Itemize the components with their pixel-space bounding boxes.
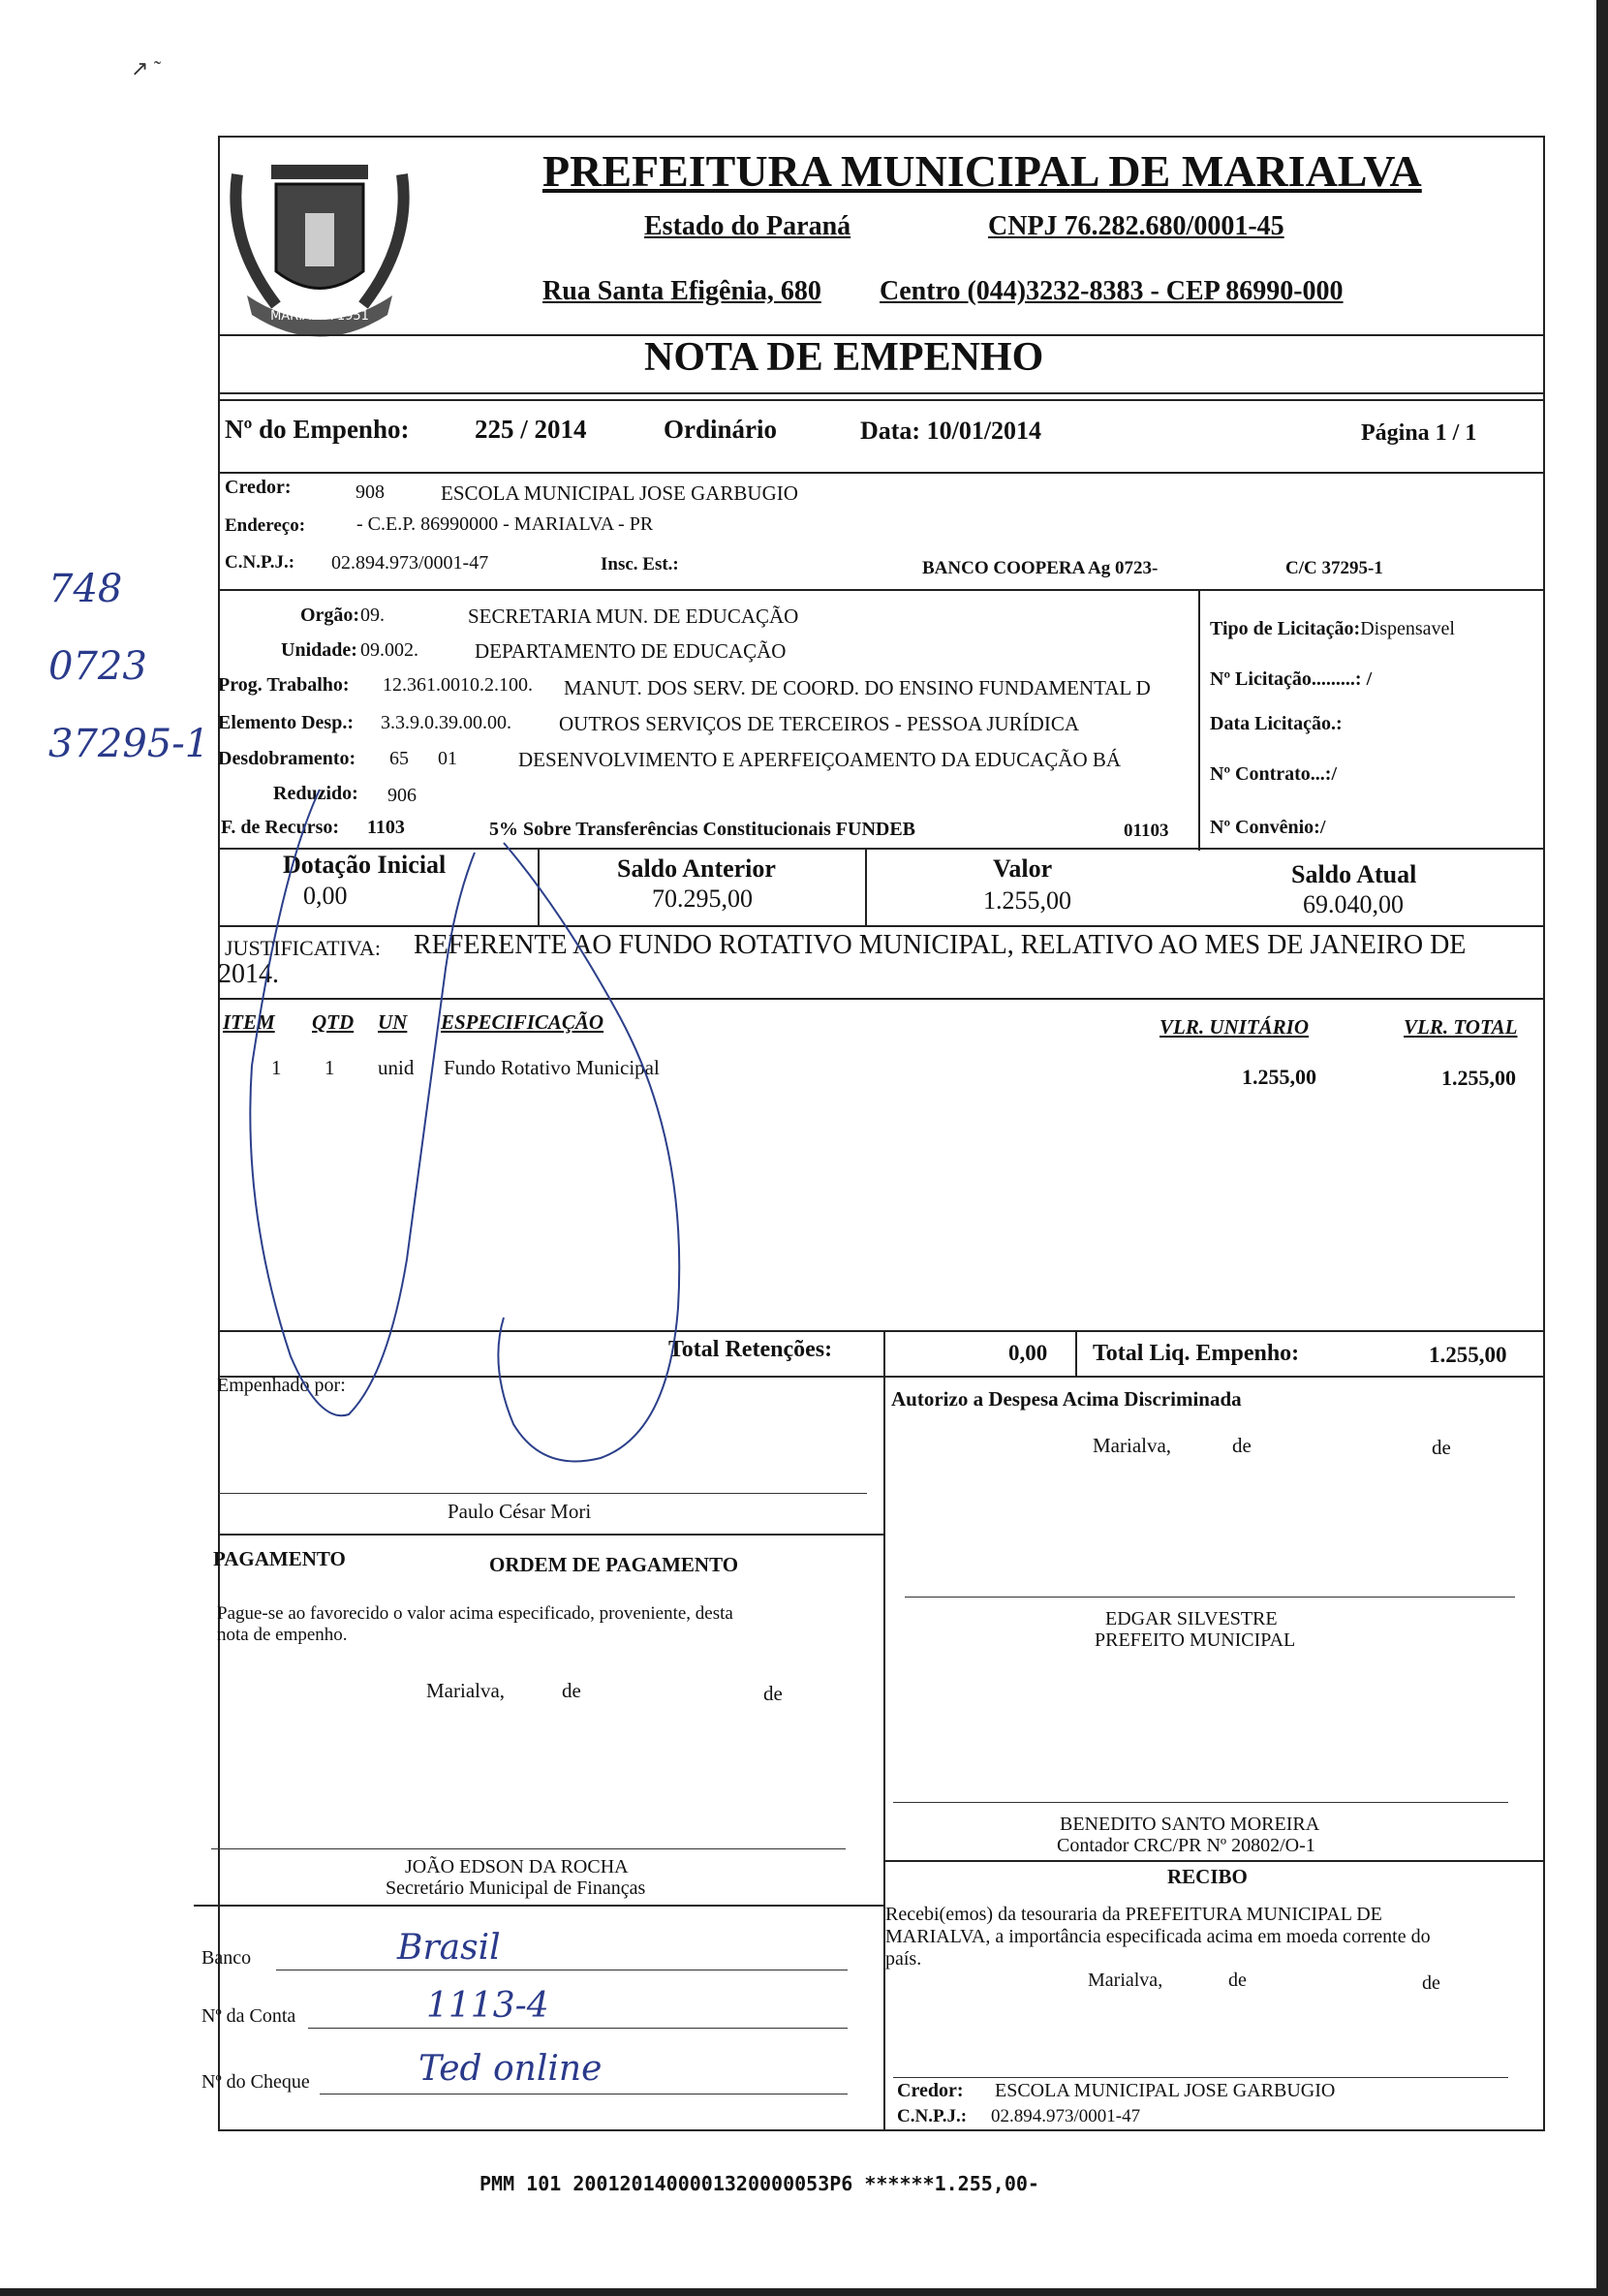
credor-cnpj: 02.894.973/0001-47: [331, 552, 489, 574]
desdob-code: 65 01: [389, 748, 457, 769]
saldo-anterior-label: Saldo Anterior: [617, 854, 776, 883]
recibo-text-3: país.: [885, 1948, 922, 1970]
conta-value: 1113-4: [426, 1986, 549, 2026]
elemento-code: 3.3.9.0.39.00.00.: [381, 712, 511, 733]
table-row-item: 1: [271, 1056, 282, 1079]
elemento-label: Elemento Desp.:: [218, 712, 354, 733]
orgao-label: Orgão:: [300, 605, 360, 626]
saldo-atual-label: Saldo Atual: [1291, 860, 1417, 888]
banco-value: Brasil: [397, 1928, 501, 1968]
dotacao-label: Dotação Inicial: [283, 851, 447, 879]
footer-code: PMM 101 2001201400001320000053P6 ******1.255,00-: [479, 2172, 1039, 2195]
pagamento-text-2: nota de empenho.: [217, 1625, 348, 1645]
prog-code: 12.361.0010.2.100.: [383, 674, 533, 696]
recibo-credor: ESCOLA MUNICIPAL JOSE GARBUGIO: [995, 2080, 1336, 2101]
mayor-name: EDGAR SILVESTRE: [1105, 1608, 1278, 1629]
scan-edge-bottom: [0, 2288, 1608, 2296]
reduzido-code: 906: [387, 785, 417, 806]
recurso-name: 5% Sobre Transferências Constitucionais FUNDEB: [489, 819, 916, 840]
desdob-name: DESENVOLVIMENTO E APERFEIÇOAMENTO DA EDUCAÇÃO BÁ: [518, 748, 1122, 771]
pagamento-de-2: de: [763, 1682, 783, 1705]
margin-note-1: 748: [48, 567, 123, 611]
col-header-un: UN: [378, 1010, 408, 1034]
empenho-date: Data: 10/01/2014: [860, 417, 1042, 445]
saldo-atual-value: 69.040,00: [1303, 890, 1404, 918]
valor-label: Valor: [993, 854, 1053, 883]
table-row-spec: Fundo Rotativo Municipal: [444, 1056, 660, 1079]
dotacao-value: 0,00: [303, 882, 348, 910]
state-label: Estado do Paraná: [644, 211, 851, 241]
col-header-unit-value: VLR. UNITÁRIO: [1160, 1015, 1310, 1039]
autorizo-de-1: de: [1232, 1434, 1252, 1457]
licitacao-type: Tipo de Licitação:Dispensavel: [1210, 618, 1455, 639]
recibo-cnpj: 02.894.973/0001-47: [991, 2106, 1141, 2126]
phone-cep-header: Centro (044)3232-8383 - CEP 86990-000: [880, 276, 1344, 306]
insc-est-label: Insc. Est.:: [601, 554, 679, 574]
recibo-de-1: de: [1228, 1970, 1247, 1991]
prog-label: Prog. Trabalho:: [218, 674, 350, 696]
cnpj-header: CNPJ 76.282.680/0001-45: [988, 211, 1284, 241]
pagamento-de-1: de: [562, 1679, 581, 1702]
justificativa-text-2: 2014.: [218, 959, 279, 989]
col-header-item: ITEM: [223, 1010, 275, 1034]
accountant-name: BENEDITO SANTO MOREIRA: [1060, 1814, 1320, 1835]
margin-note-2: 0723: [48, 644, 147, 689]
recibo-text-1: Recebi(emos) da tesouraria da PREFEITURA MUNICIPAL DE: [885, 1904, 1382, 1925]
municipality-title: PREFEITURA MUNICIPAL DE MARIALVA: [542, 146, 1422, 196]
svg-text:MARIALVA 1951: MARIALVA 1951: [270, 309, 369, 324]
cnpj-label: C.N.P.J.:: [225, 552, 295, 573]
desdob-label: Desdobramento:: [218, 748, 356, 769]
address-header: Rua Santa Efigênia, 680: [542, 276, 821, 306]
recibo-place: Marialva,: [1088, 1970, 1163, 1991]
contrato-number: Nº Contrato...:/: [1210, 763, 1338, 785]
orgao-name: SECRETARIA MUN. DE EDUCAÇÃO: [468, 605, 799, 628]
empenhado-name: Paulo César Mori: [448, 1500, 592, 1523]
pagamento-place: Marialva,: [426, 1679, 506, 1702]
recurso-number: 01103: [1124, 821, 1169, 841]
orgao-code: 09.: [360, 605, 385, 626]
table-row-unit-value: 1.255,00: [1242, 1065, 1316, 1089]
table-row-qtd: 1: [325, 1056, 335, 1079]
justificativa-text-1: REFERENTE AO FUNDO ROTATIVO MUNICIPAL, RELATIVO AO MES DE JANEIRO DE: [414, 930, 1467, 960]
recibo-credor-label: Credor:: [897, 2080, 964, 2101]
autorizo-label: Autorizo a Despesa Acima Discriminada: [891, 1387, 1242, 1411]
empenho-number: 225 / 2014: [475, 415, 587, 444]
scan-edge-right: [1596, 0, 1608, 2296]
conta-label: Nº da Conta: [201, 2005, 296, 2027]
cheque-value: Ted online: [418, 2049, 603, 2089]
stray-mark: ↗ ˜: [131, 56, 162, 80]
credor-label: Credor:: [225, 477, 292, 498]
unidade-code: 09.002.: [360, 639, 418, 661]
credor-account: C/C 37295-1: [1285, 558, 1383, 578]
credor-bank: BANCO COOPERA Ag 0723-: [922, 558, 1159, 578]
accountant-title: Contador CRC/PR Nº 20802/O-1: [1057, 1835, 1315, 1856]
col-header-qtd: QTD: [312, 1010, 355, 1034]
col-header-spec: ESPECIFICAÇÃO: [441, 1010, 604, 1034]
credor-address: - C.E.P. 86990000 - MARIALVA - PR: [356, 513, 654, 535]
valor-value: 1.255,00: [983, 886, 1071, 915]
endereco-label: Endereço:: [225, 515, 306, 536]
margin-note-3: 37295-1: [48, 722, 210, 766]
licitacao-number: Nº Licitação.........: /: [1210, 668, 1373, 690]
mayor-title: PREFEITO MUNICIPAL: [1095, 1629, 1296, 1651]
table-row-un: unid: [378, 1056, 415, 1079]
table-row-total-value: 1.255,00: [1441, 1066, 1516, 1090]
convenio-number: Nº Convênio:/: [1210, 817, 1326, 838]
empenho-label: Nº do Empenho:: [225, 415, 410, 444]
secretary-name: JOÃO EDSON DA ROCHA: [405, 1856, 629, 1877]
recibo-text-2: MARIALVA, a importância especificada acima em moeda corrente do: [885, 1926, 1431, 1947]
pagamento-text-1: Pague-se ao favorecido o valor acima especificado, proveniente, desta: [217, 1603, 733, 1624]
recibo-cnpj-label: C.N.P.J.:: [897, 2106, 968, 2126]
credor-code: 908: [356, 481, 385, 503]
autorizo-place: Marialva,: [1093, 1434, 1172, 1457]
liquido-label: Total Liq. Empenho:: [1093, 1341, 1300, 1366]
banco-label: Banco: [201, 1947, 252, 1969]
ordem-pagamento-label: ORDEM DE PAGAMENTO: [489, 1553, 739, 1576]
empenho-type: Ordinário: [664, 415, 778, 444]
justificativa-label: JUSTIFICATIVA:: [225, 936, 381, 960]
empenhado-label: Empenhado por:: [217, 1375, 346, 1396]
prog-name: MANUT. DOS SERV. DE COORD. DO ENSINO FUNDAMENTAL D: [564, 676, 1151, 699]
page-number: Página 1 / 1: [1361, 420, 1477, 446]
recibo-label: RECIBO: [1167, 1865, 1248, 1888]
saldo-anterior-value: 70.295,00: [652, 884, 753, 913]
unidade-label: Unidade:: [281, 639, 357, 661]
reduzido-label: Reduzido:: [273, 783, 358, 804]
retencoes-value: 0,00: [1008, 1341, 1048, 1365]
liquido-value: 1.255,00: [1429, 1343, 1507, 1367]
pagamento-label: PAGAMENTO: [213, 1547, 346, 1570]
document-title: NOTA DE EMPENHO: [644, 335, 1044, 380]
col-header-total-value: VLR. TOTAL: [1404, 1015, 1518, 1039]
cheque-label: Nº do Cheque: [201, 2071, 310, 2093]
credor-name: ESCOLA MUNICIPAL JOSE GARBUGIO: [441, 481, 798, 505]
recurso-label: F. de Recurso:: [221, 817, 340, 838]
secretary-title: Secretário Municipal de Finanças: [386, 1877, 646, 1899]
recurso-code: 1103: [367, 817, 405, 838]
licitacao-date: Data Licitação.:: [1210, 713, 1343, 734]
unidade-name: DEPARTAMENTO DE EDUCAÇÃO: [475, 639, 787, 663]
autorizo-de-2: de: [1432, 1436, 1451, 1459]
elemento-name: OUTROS SERVIÇOS DE TERCEIROS - PESSOA JURÍDICA: [559, 712, 1080, 735]
retencoes-label: Total Retenções:: [668, 1337, 833, 1362]
recibo-de-2: de: [1422, 1972, 1440, 1994]
